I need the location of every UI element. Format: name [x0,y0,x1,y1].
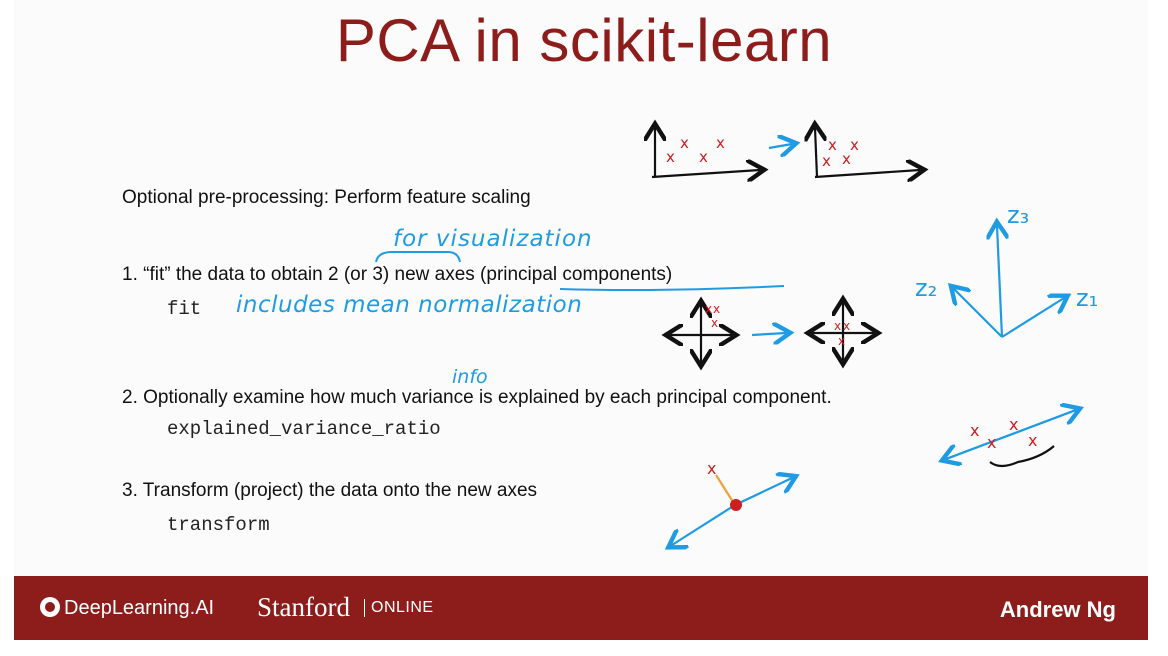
svg-text:x: x [842,150,851,168]
online-label: ONLINE [364,599,434,617]
projected-point [730,499,742,511]
svg-text:x: x [838,334,846,348]
svg-text:x: x [843,319,851,333]
projection-axis [735,478,792,505]
step3-text: 3. Transform (project) the data onto the new axes [122,480,538,501]
variance-brace [990,446,1054,466]
label-z3: z₃ [1007,201,1030,229]
svg-text:x: x [834,319,842,333]
svg-text:x: x [987,433,997,452]
svg-text:x: x [711,316,719,330]
svg-text:x: x [970,421,980,440]
step1-axes: 2 (or 3) [327,264,390,285]
underline-principal-components [560,286,784,290]
svg-text:x: x [1028,431,1038,450]
label-z1: z₁ [1076,284,1099,312]
annotation-mean-normalization: includes mean normalization [236,292,583,318]
code-fit: fit [167,298,202,320]
svg-text:x: x [828,136,837,154]
slide-title: PCA in scikit-learn [335,7,833,74]
scaling-sketch [652,128,920,177]
svg-text:x: x [850,136,859,154]
step1-middle: new axes [389,264,481,285]
annotation-for-visualization: for visualization [393,226,593,252]
annotation-info: info [452,366,488,388]
svg-text:x: x [713,302,721,316]
step1-before: 1. “fit” the data to obtain [122,264,328,285]
step2-text: 2. Optionally examine how much variance is explained by each principal component. [122,387,832,408]
author-name: Andrew Ng [999,597,1116,622]
code-transform: transform [167,514,270,536]
stanford-logo: Stanford [257,592,350,622]
svg-text:x: x [707,459,717,478]
preprocessing-text: Optional pre-processing: Perform feature scaling [122,187,531,208]
code-explained-variance-ratio: explained_variance_ratio [167,418,441,440]
z-axes-sketch [954,226,1064,337]
deeplearning-label: DeepLearning.AI [64,597,215,619]
svg-text:x: x [666,148,675,166]
svg-text:x: x [716,134,725,152]
step1-components: (principal components) [480,264,673,285]
svg-text:x: x [680,134,689,152]
label-z2: z₂ [915,274,938,302]
deeplearning-logo [40,597,214,620]
svg-text:x: x [699,148,708,166]
overbrace-axes [376,252,460,262]
deeplearning-logo-icon [40,597,60,617]
footer-bar [14,576,1148,640]
svg-text:x: x [1009,415,1019,434]
svg-text:x: x [822,152,831,170]
svg-text:x: x [705,302,713,316]
data-points-scaling [666,134,859,170]
